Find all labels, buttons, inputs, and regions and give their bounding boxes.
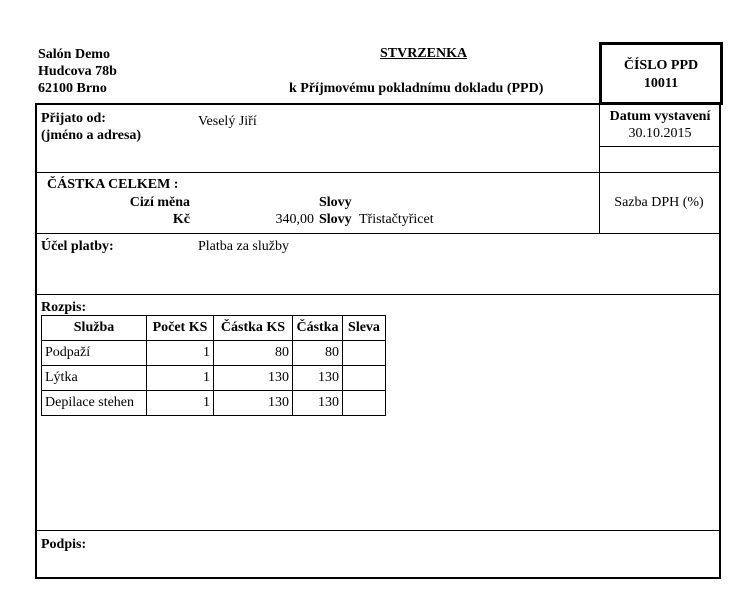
cell-service: Podpaží [42,341,147,366]
ppd-number: 10011 [643,76,679,91]
received-from-label [41,110,141,144]
cell-count: 1 [147,366,214,391]
table-row [42,391,386,416]
foreign-currency-label: Cizí měna [129,195,190,210]
breakdown-table [41,315,386,416]
received-label-line2: (jméno a adresa) [41,128,142,143]
issuer-name: Salón Demo [38,47,110,62]
cell-discount [343,341,386,366]
received-label-line1: Přijato od: [41,111,106,126]
received-from-value: Veselý Jiří [198,114,257,129]
column-header-amount: Částka [293,316,343,341]
cell-amount: 130 [293,366,343,391]
table-header-row [42,316,386,341]
cell-unit-amount: 130 [214,366,293,391]
total-heading: ČÁSTKA CELKEM : [47,177,179,192]
divider [599,105,600,233]
payment-purpose-label: Účel platby: [41,239,114,254]
table-row [42,366,386,391]
column-header-unit-amount: Částka KS [214,316,293,341]
column-header-count: Počet KS [147,316,214,341]
words-label-kc: Slovy [319,212,352,227]
column-header-service: Služba [42,316,147,341]
cell-count: 1 [147,391,214,416]
cell-service: Depilace stehen [42,391,147,416]
cell-count: 1 [147,341,214,366]
cell-service: Lýtka [42,366,147,391]
cell-discount [343,391,386,416]
kc-label: Kč [172,212,190,227]
divider [599,172,719,173]
cell-amount: 130 [293,391,343,416]
signature-label: Podpis: [41,537,87,552]
ppd-label: ČÍSLO PPD [623,58,699,73]
divider [37,294,719,295]
issuer-street: Hudcova 78b [38,64,117,79]
table-row [42,341,386,366]
divider [37,233,719,234]
cell-amount: 80 [293,341,343,366]
document-subtitle: k Příjmovému pokladnímu dokladu (PPD) [289,81,544,96]
words-label-foreign: Slovy [319,195,352,210]
issuer-city: 62100 Brno [38,81,107,96]
issue-date-value: 30.10.2015 [628,126,692,141]
amount-in-words: Třistačtyřicet [359,212,434,227]
vat-rate-label: Sazba DPH (%) [614,195,704,210]
breakdown-label: Rozpis: [41,300,87,315]
column-header-discount: Sleva [343,316,386,341]
issue-date-label: Datum vystavení [609,109,711,124]
cell-discount [343,366,386,391]
kc-amount: 340,00 [275,212,314,227]
payment-purpose-value: Platba za služby [198,239,289,254]
divider [599,146,719,147]
divider [37,172,599,173]
cell-unit-amount: 130 [214,391,293,416]
cell-unit-amount: 80 [214,341,293,366]
ppd-number-box [599,42,723,105]
divider [37,530,719,531]
issuer-block [38,46,117,97]
document-title: STVRZENKA [380,46,468,61]
